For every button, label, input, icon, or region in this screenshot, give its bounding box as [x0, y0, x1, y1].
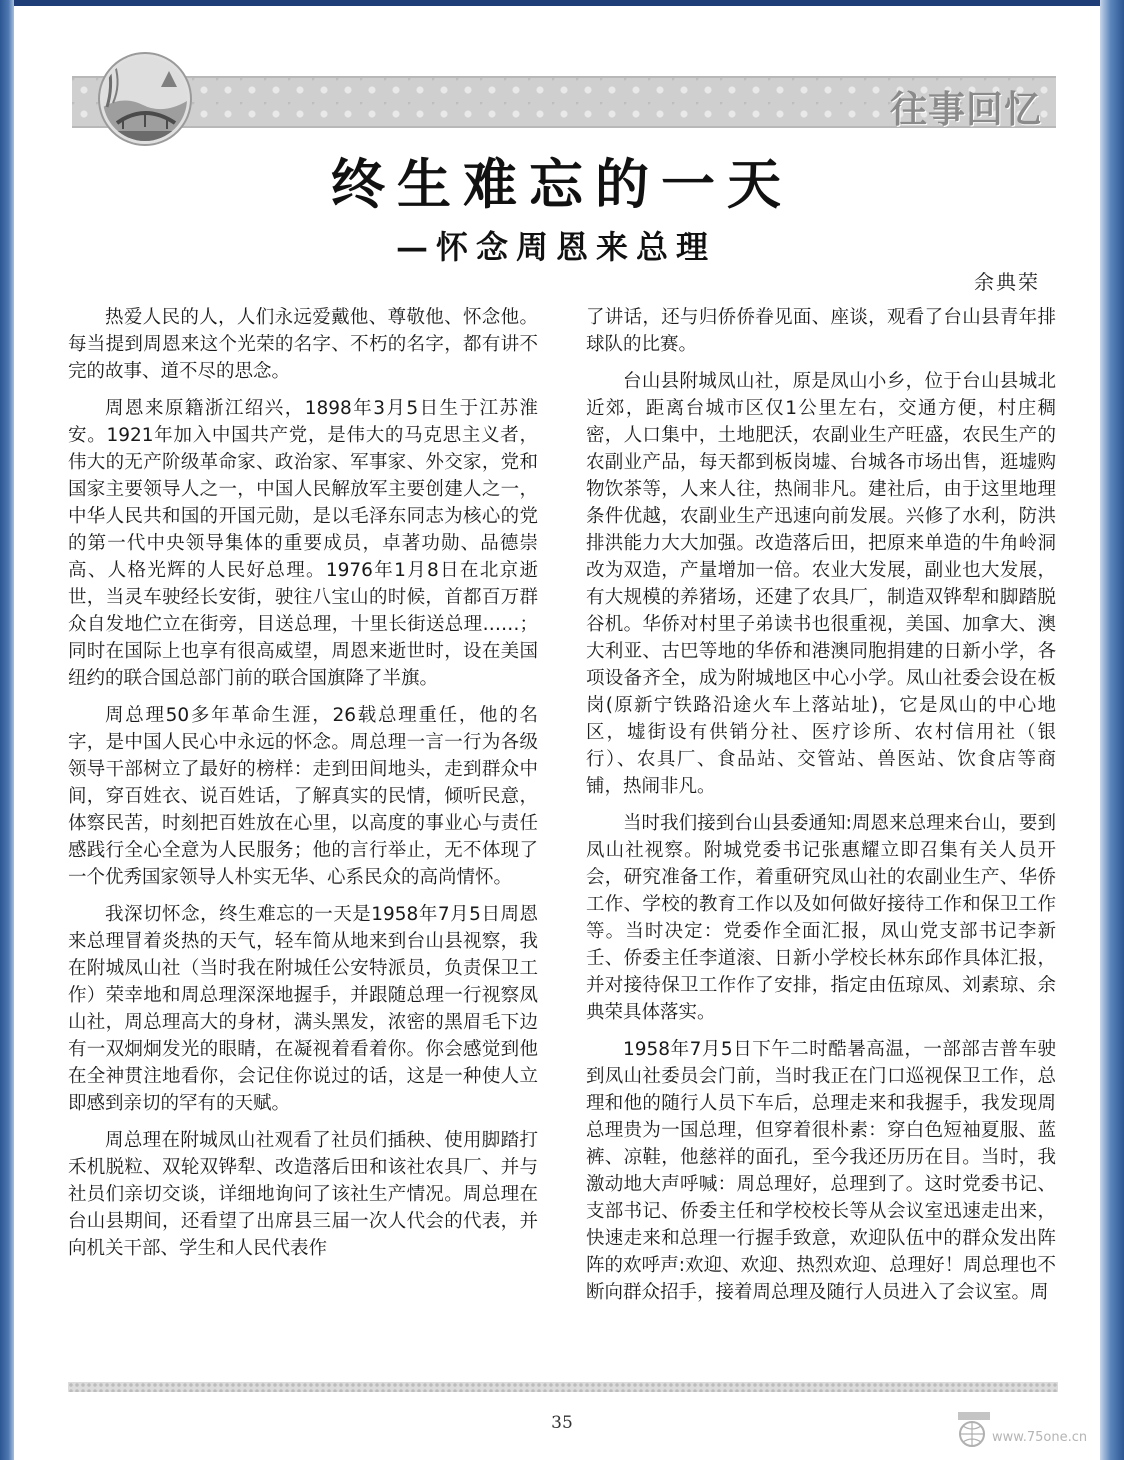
- left-text-column: [68, 304, 538, 1272]
- top-rule: [0, 0, 1124, 6]
- article-title: 终生难忘的一天: [331, 152, 793, 216]
- footer-band: [68, 1382, 1058, 1392]
- landscape-medallion-image: [100, 54, 190, 144]
- paragraph: 周总理50多年革命生涯，26载总理重任，他的名字，是中国人民心中永远的怀念。周总理一言一行为各级领导干部树立了最好的榜样：走到田间地头，走到群众中间，穿百姓衣、说百姓话，了解真实的民情，倾听民意，体察民苦，时刻把百姓放在心里，以高度的事业心与责任感践行全心全意为人民服务；他的言行举止，无不体现了一个优秀国家领导人朴实无华、心系民众的高尚情怀。: [68, 705, 538, 888]
- paragraph: 周恩来原籍浙江绍兴，1898年3月5日生于江苏淮安。1921年加入中国共产党，是伟大的马克思主义者，伟大的无产阶级革命家、政治家、军事家、外交家，党和国家主要领导人之一，中国人民解放军主要创建人之一，中华人民共和国的开国元勋，是以毛泽东同志为核心的党的第一代中央领导集体的重要成员，卓著功勋、品德崇高、人格光辉的人民好总理。1976年1月8日在北京逝世，当灵车驶经长安街，驶往八宝山的时候，首都百万群众自发地伫立在街旁，目送总理，十里长街送总理……；同时在国际上也享有很高威望，周恩来逝世时，设在美国纽约的联合国总部门前的联合国旗降了半旗。: [68, 398, 538, 689]
- site-watermark-logo: [954, 1410, 1094, 1448]
- right-text-column: [586, 304, 1056, 1316]
- article-subtitle: —怀念周恩来总理: [396, 228, 717, 266]
- paragraph: 我深切怀念，终生难忘的一天是1958年7月5日周恩来总理冒着炎热的天气，轻车简从地来到台山县视察，我在附城凤山社（当时我在附城任公安特派员，负责保卫工作）荣幸地和周总理深深地握手，并跟随总理一行视察凤山社，周总理高大的身材，满头黑发，浓密的黑眉毛下边有一双炯炯发光的眼睛，在凝视着看着你。你会感觉到他在全神贯注地看你，会记住你说过的话，这是一种使人立即感到亲切的罕有的天赋。: [68, 904, 538, 1114]
- paragraph: 1958年7月5日下午二时酷暑高温，一部部吉普车驶到凤山社委员会门前，当时我正在门口巡视保卫工作，总理和他的随行人员下车后，总理走来和我握手，我发现周总理贵为一国总理，但穿着很朴素：穿白色短袖夏服、蓝裤、凉鞋，他慈祥的面孔，至今我还历历在目。当时，我激动地大声呼喊：周总理好，总理到了。这时党委书记、支部书记、侨委主任和学校校长等从会议室迅速走出来，快速走来和总理一行握手致意，欢迎队伍中的群众发出阵阵的欢呼声:欢迎、欢迎、热烈欢迎、总理好！周总理也不断向群众招手，接着周总理及随行人员进入了会议室。周: [586, 1039, 1056, 1303]
- paragraph-continuation: 了讲话，还与归侨侨眷见面、座谈，观看了台山县青年排球队的比赛。: [586, 307, 1056, 355]
- paragraph: 热爱人民的人，人们永远爱戴他、尊敬他、怀念他。每当提到周恩来这个光荣的名字、不朽的名字，都有讲不完的故事、道不尽的思念。: [68, 307, 538, 382]
- page-left-edge: [0, 0, 14, 1460]
- article-author: 余典荣: [974, 270, 1040, 294]
- page-number: 35: [551, 1413, 573, 1433]
- page-right-edge: [1100, 0, 1124, 1460]
- paragraph: 当时我们接到台山县委通知:周恩来总理来台山，要到凤山社视察。附城党委书记张惠耀立即召集有关人员开会，研究准备工作，着重研究凤山社的农副业生产、华侨工作、学校的教育工作以及如何做好接待工作和保卫工作等。当时决定：党委作全面汇报，凤山党支部书记李新壬、侨委主任李道滚、日新小学校长林东邱作具体汇报，并对接待保卫工作作了安排，指定由伍琼凤、刘素琼、余典荣具体落实。: [586, 813, 1056, 1023]
- paragraph: 台山县附城凤山社，原是凤山小乡，位于台山县城北近郊，距离台城市区仅1公里左右，交通方便，村庄稠密，人口集中，土地肥沃，农副业生产旺盛，农民生产的农副业产品，每天都到板岗墟、台城各市场出售，逛墟购物饮茶等，人来人往，热闹非凡。建社后，由于这里地理条件优越，农副业生产迅速向前发展。兴修了水利，防洪排洪能力大大加强。改造落后田，把原来单造的牛角岭洞改为双造，产量增加一倍。农业大发展，副业也大发展，有大规模的养猪场，还建了农具厂，制造双铧犁和脚踏脱谷机。华侨对村里子弟读书也很重视，美国、加拿大、澳大利亚、古巴等地的华侨和港澳同胞捐建的日新小学，各项设备齐全，成为附城地区中心小学。凤山社委会设在板岗(原新宁铁路沿途火车上落站址)，它是凤山的中心地区，墟街设有供销分社、医疗诊所、农村信用社（银行）、农具厂、食品站、交管站、兽医站、饮食店等商铺，热闹非凡。: [586, 371, 1056, 797]
- paragraph: 周总理在附城凤山社观看了社员们插秧、使用脚踏打禾机脱粒、双轮双铧犁、改造落后田和该社农具厂、并与社员们亲切交谈，详细地询问了该社生产情况。周总理在台山县期间，还看望了出席县三届一次人代会的代表，并向机关干部、学生和人民代表作: [68, 1130, 538, 1259]
- section-label: 往事回忆: [890, 88, 1042, 131]
- watermark-text: www.75one.cn: [992, 1430, 1088, 1445]
